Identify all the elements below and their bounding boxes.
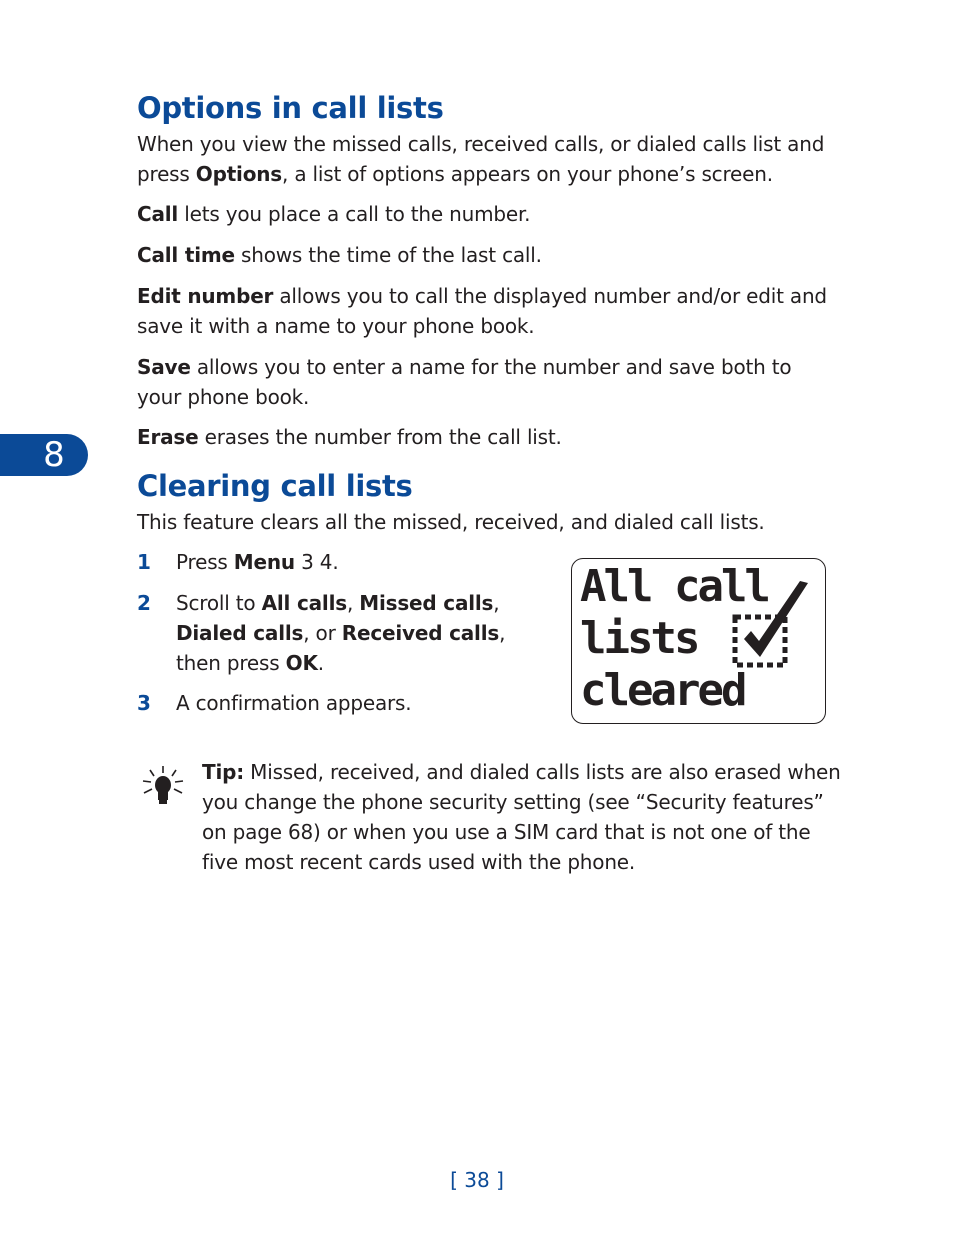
step-2 — [137, 588, 537, 678]
screen-line-1: All call — [580, 561, 768, 612]
step-text: then press — [176, 651, 286, 675]
step-text: , — [346, 591, 360, 615]
options-term: Options — [195, 162, 282, 186]
step-text: , or — [303, 621, 342, 645]
screen-line-3: cleared — [580, 665, 745, 716]
clearing-intro: This feature clears all the missed, received, and dialed call lists. — [137, 510, 765, 534]
step-text: . — [317, 651, 324, 675]
step-text: , — [499, 621, 506, 645]
phone-screen-illustration — [571, 558, 826, 724]
option-desc: shows the time of the last call. — [234, 243, 542, 267]
option-term: Call — [137, 202, 179, 226]
lightbulb-icon — [140, 764, 186, 806]
option-term: Call time — [137, 243, 235, 267]
section-heading-options: Options in call lists — [137, 91, 444, 125]
option-term: Save — [137, 355, 191, 379]
tip-body: Missed, received, and dialed calls lists are also erased when you change the phone security setting (see “Security features” on page 68) or when you use a SIM card that is not one of the five most recent cards used with the phone. — [202, 760, 841, 874]
option-erase — [137, 422, 837, 452]
step-text: Scroll to — [176, 591, 262, 615]
option-desc: allows you to call the displayed number and/or edit and save it with a name to your phone book. — [137, 284, 827, 338]
step-term: Missed calls — [359, 591, 494, 615]
step-term: Menu — [233, 550, 295, 574]
step-number: 1 — [137, 550, 151, 574]
option-term: Edit number — [137, 284, 274, 308]
option-call — [137, 199, 837, 229]
checkmark-box-icon — [730, 579, 814, 669]
option-desc: erases the number from the call list. — [198, 425, 562, 449]
step-number: 2 — [137, 591, 151, 615]
intro-text-b: , a list of options appears on your phone’s screen. — [282, 162, 773, 186]
tip-text — [202, 757, 842, 877]
step-1 — [137, 547, 338, 577]
option-save — [137, 352, 837, 412]
step-text: , — [493, 591, 500, 615]
step-number: 3 — [137, 691, 151, 715]
option-term: Erase — [137, 425, 199, 449]
step-3 — [137, 688, 411, 718]
screen-line-2: lists — [580, 613, 698, 664]
option-desc: lets you place a call to the number. — [178, 202, 531, 226]
section-heading-clearing: Clearing call lists — [137, 469, 413, 503]
option-edit-number — [137, 281, 837, 341]
intro-text-a: When you view the missed calls, received calls, or dialed calls list and press — [137, 132, 825, 186]
options-intro — [137, 129, 837, 189]
step-text: A confirmation appears. — [176, 691, 412, 715]
step-term: Received calls — [341, 621, 500, 645]
option-desc: allows you to enter a name for the number and save both to your phone book. — [137, 355, 792, 409]
page-number: [ 38 ] — [450, 1168, 504, 1192]
chapter-tab: 8 — [0, 434, 88, 476]
step-text: Press — [176, 550, 234, 574]
step-term: Dialed calls — [176, 621, 304, 645]
step-term: All calls — [261, 591, 347, 615]
option-call-time — [137, 240, 837, 270]
tip-label: Tip: — [202, 760, 245, 784]
step-text: 3 4. — [294, 550, 339, 574]
step-term: OK — [285, 651, 318, 675]
